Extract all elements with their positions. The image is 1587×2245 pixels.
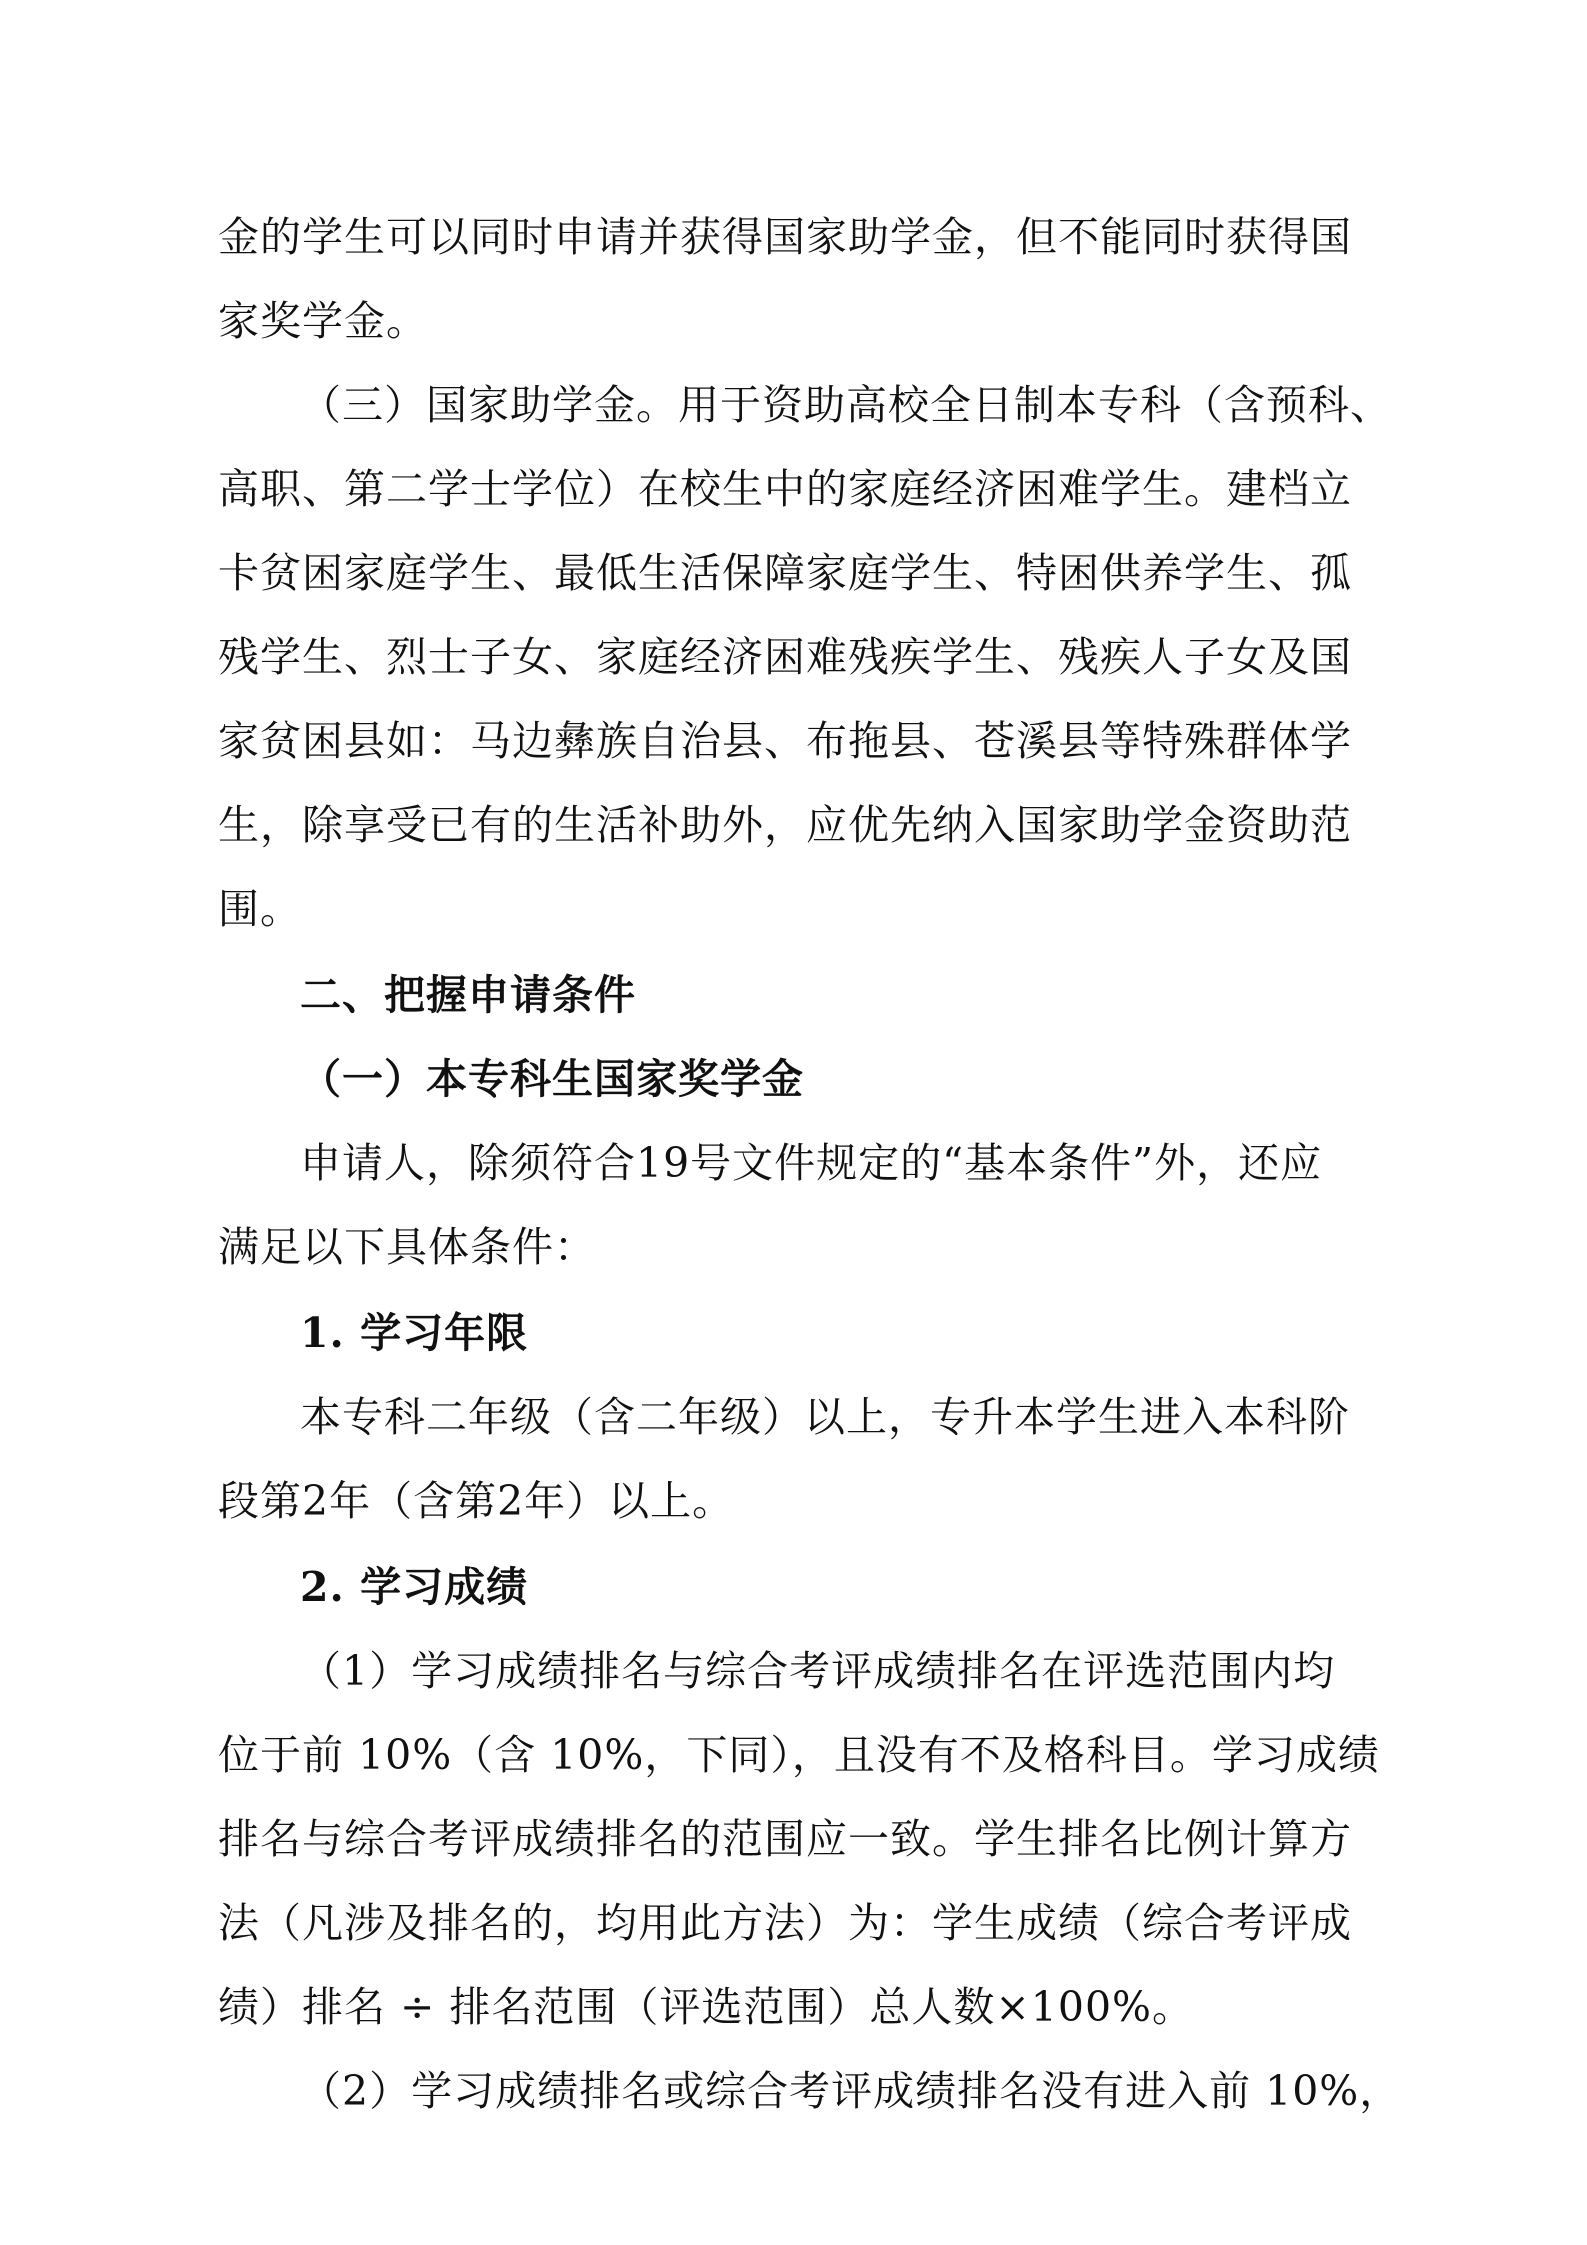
paragraph-line-5: 卡贫困家庭学生、最低生活保障家庭学生、特困供养学生、孤	[218, 549, 1352, 597]
section-heading: 二、把握申请条件	[300, 971, 636, 1019]
paragraph-line-21: 法（凡涉及排名的，均用此方法）为：学生成绩（综合考评成	[218, 1899, 1352, 1947]
paragraph-line-3: （三）国家助学金。用于资助高校全日制本专科（含预科、	[300, 381, 1392, 429]
paragraph-line-18: （1）学习成绩排名与综合考评成绩排名在评选范围内均	[300, 1647, 1336, 1695]
paragraph-line-7: 家贫困县如：马边彝族自治县、布拖县、苍溪县等特殊群体学	[218, 717, 1352, 765]
item-heading-2: 2. 学习成绩	[300, 1563, 529, 1611]
subsection-heading: （一）本专科生国家奖学金	[300, 1055, 804, 1103]
paragraph-line-9: 围。	[218, 885, 302, 933]
paragraph-line-8: 生，除享受已有的生活补助外，应优先纳入国家助学金资助范	[218, 801, 1352, 849]
paragraph-line-20: 排名与综合考评成绩排名的范围应一致。学生排名比例计算方	[218, 1815, 1352, 1863]
paragraph-line-4: 高职、第二学士学位）在校生中的家庭经济困难学生。建档立	[218, 465, 1352, 513]
item-heading-1: 1. 学习年限	[300, 1309, 529, 1357]
paragraph-line-19: 位于前 10%（含 10%，下同），且没有不及格科目。学习成绩	[218, 1731, 1380, 1779]
paragraph-line-2: 家奖学金。	[218, 297, 428, 345]
paragraph-line-12: 申请人，除须符合19号文件规定的“基本条件”外，还应	[300, 1139, 1323, 1187]
paragraph-line-13: 满足以下具体条件：	[218, 1223, 596, 1271]
paragraph-line-22: 绩）排名 ÷ 排名范围（评选范围）总人数×100%。	[218, 1983, 1194, 2031]
paragraph-line-23: （2）学习成绩排名或综合考评成绩排名没有进入前 10%，	[300, 2067, 1402, 2115]
paragraph-line-6: 残学生、烈士子女、家庭经济困难残疾学生、残疾人子女及国	[218, 633, 1352, 681]
paragraph-line-16: 段第2年（含第2年）以上。	[218, 1477, 735, 1525]
paragraph-line-1: 金的学生可以同时申请并获得国家助学金，但不能同时获得国	[218, 213, 1352, 261]
paragraph-line-15: 本专科二年级（含二年级）以上，专升本学生进入本科阶	[300, 1393, 1350, 1441]
